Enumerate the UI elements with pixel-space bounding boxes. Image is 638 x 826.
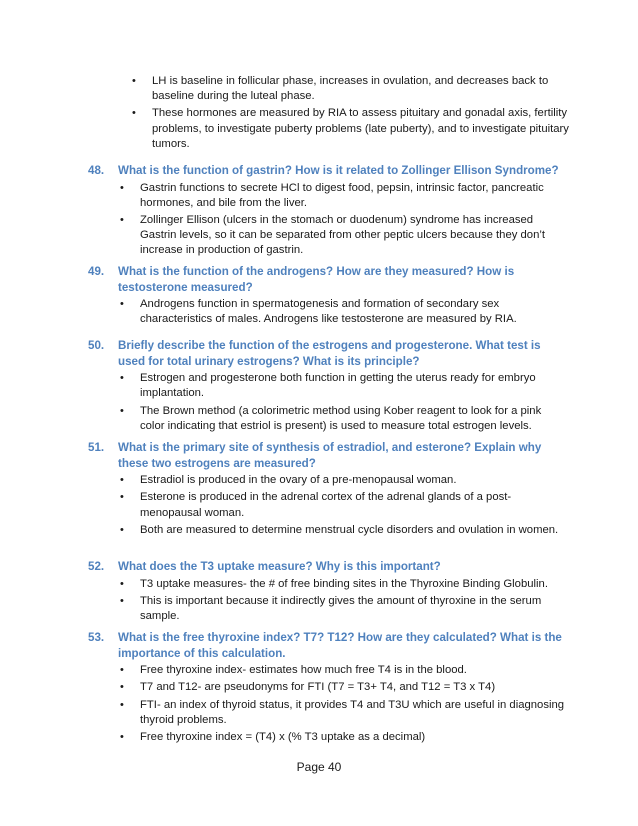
bullet-icon: • <box>120 523 124 536</box>
question-number: 50. <box>88 339 105 352</box>
answer-text: T7 and T12- are pseudonyms for FTI (T7 = T3+ T4, and T12 = T3 x T4) <box>140 681 496 694</box>
bullet-icon: • <box>120 214 124 226</box>
list-item <box>118 680 568 695</box>
question-text: What is the function of gastrin? How is it related to Zollinger Ellison Syndrome? <box>118 164 559 177</box>
question-number: 49. <box>88 265 105 278</box>
question-text: Briefly describe the function of the estrogens and progesterone. What test is used for total urinary estrogens? What is its principle? <box>118 339 541 368</box>
answer-text: Estrogen and progesterone both function in getting the uterus ready for embryo implantation. <box>140 372 536 400</box>
question-number: 48. <box>88 164 105 177</box>
bullet-text: LH is baseline in follicular phase, increases in ovulation, and decreases back to baseline during the luteal phase. <box>152 75 549 103</box>
question-51 <box>88 440 568 540</box>
list-item <box>130 74 570 104</box>
answer-text: Androgens function in spermatogenesis and formation of secondary sex characteristics of males. Androgens like testosterone are measured by RIA. <box>140 298 517 326</box>
page-number: Page 40 <box>296 760 342 774</box>
list-item <box>118 490 568 520</box>
bullet-icon: • <box>120 491 124 504</box>
bullet-icon: • <box>120 731 124 743</box>
bullet-icon: • <box>132 75 136 87</box>
question-text: What is the primary site of synthesis of estradiol, and esterone? Explain why these two estrogens are measured? <box>118 441 542 470</box>
question-50 <box>88 338 568 436</box>
bullet-text: These hormones are measured by RIA to assess pituitary and gonadal axis, fertility problems, to investigate puberty problems (late puberty), and to investigate pituitary tumors. <box>152 107 569 150</box>
bullet-icon: • <box>120 372 124 385</box>
answer-text: The Brown method (a colorimetric method using Kober reagent to look for a pink color indicating that estriol is present) is used to measure total estrogen levels. <box>140 404 542 432</box>
bullet-icon: • <box>120 594 124 607</box>
question-number: 51. <box>88 441 105 454</box>
list-item <box>118 213 568 259</box>
list-item <box>118 181 568 211</box>
bullet-icon: • <box>120 298 124 311</box>
answer-text: T3 uptake measures- the # of free binding sites in the Thyroxine Binding Globulin. <box>140 577 548 590</box>
list-item <box>118 473 568 488</box>
answer-text: FTI- an index of thyroid status, it provides T4 and T3U which are useful in diagnosing thyroid problems. <box>140 698 565 726</box>
bullet-icon: • <box>120 664 124 677</box>
question-53 <box>88 630 568 747</box>
question-text: What does the T3 uptake measure? Why is this important? <box>118 560 441 573</box>
list-item <box>118 577 568 592</box>
list-item <box>118 698 568 728</box>
answer-text: Free thyroxine index- estimates how much free T4 is in the blood. <box>140 664 467 677</box>
answer-text: Estradiol is produced in the ovary of a pre-menopausal woman. <box>140 474 457 487</box>
answer-text: Both are measured to determine menstrual cycle disorders and ovulation in women. <box>140 523 559 536</box>
question-number: 53. <box>88 631 105 644</box>
list-item <box>118 523 568 538</box>
intro-bullet-list <box>130 74 570 154</box>
bullet-icon: • <box>132 107 136 120</box>
bullet-icon: • <box>120 681 124 694</box>
question-text: What is the free thyroxine index? T7? T12? How are they calculated? What is the importance of this calculation. <box>118 631 562 660</box>
list-item <box>118 297 568 327</box>
bullet-icon: • <box>120 404 124 417</box>
answer-text: Esterone is produced in the adrenal cortex of the adrenal glands of a post-menopausal woman. <box>140 491 512 519</box>
bullet-icon: • <box>120 698 124 711</box>
answer-text: Zollinger Ellison (ulcers in the stomach or duodenum) syndrome has increased Gastrin levels, so it can be separated from other peptic ulcers because they don’t increase in production of gastrin. <box>140 214 546 257</box>
question-text: What is the function of the androgens? How are they measured? How is testosterone measured? <box>118 265 515 294</box>
answer-text: Gastrin functions to secrete HCl to digest food, pepsin, intrinsic factor, pancreatic hormones, and bile from the liver. <box>140 181 544 209</box>
question-48 <box>88 163 568 261</box>
question-number: 52. <box>88 560 105 573</box>
list-item <box>118 594 568 624</box>
page-footer <box>0 760 638 774</box>
list-item <box>118 404 568 434</box>
answer-text: This is important because it indirectly gives the amount of thyroxine in the serum sample. <box>140 594 542 622</box>
question-49 <box>88 264 568 330</box>
list-item <box>118 371 568 401</box>
bullet-icon: • <box>120 181 124 194</box>
list-item <box>118 730 568 745</box>
bullet-icon: • <box>120 474 124 487</box>
bullet-icon: • <box>120 577 124 590</box>
question-52 <box>88 559 568 626</box>
answer-text: Free thyroxine index = (T4) x (% T3 uptake as a decimal) <box>140 731 426 743</box>
list-item <box>130 106 570 152</box>
list-item <box>118 663 568 678</box>
